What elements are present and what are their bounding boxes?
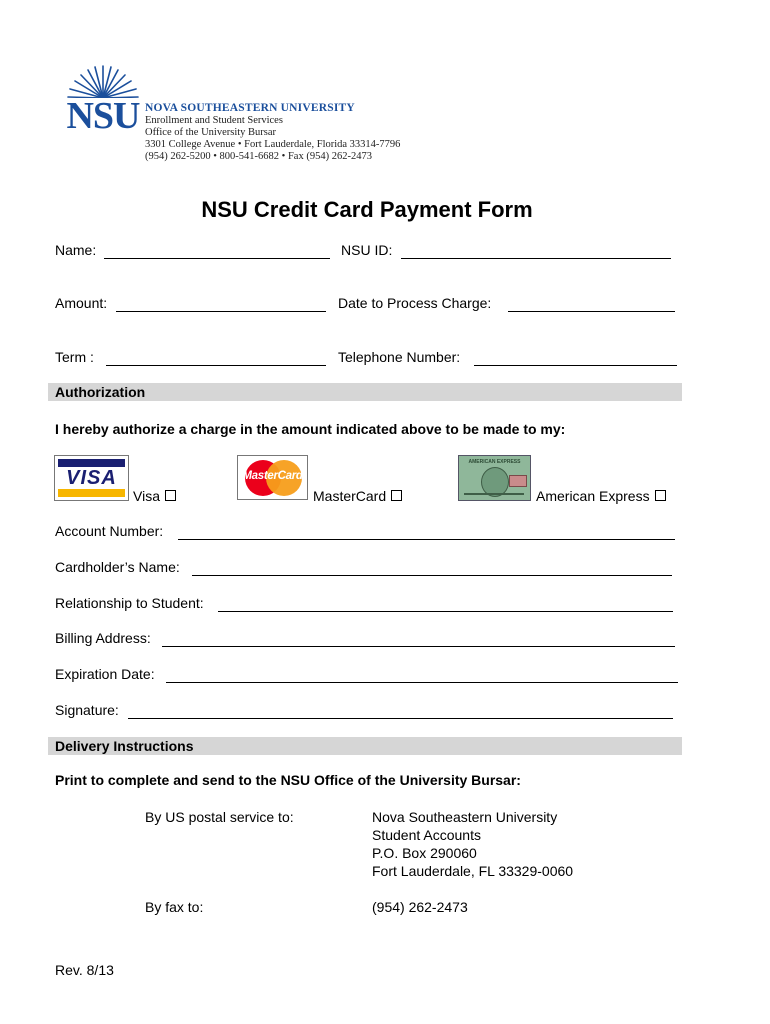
expiration-date-label: Expiration Date:: [55, 666, 155, 682]
name-field[interactable]: [104, 258, 330, 259]
cardholder-name-label: Cardholder’s Name:: [55, 559, 180, 575]
page-title: NSU Credit Card Payment Form: [201, 197, 533, 222]
visa-label: Visa: [133, 488, 160, 504]
postal-address-line-2: Student Accounts: [372, 827, 481, 843]
term-label: Term :: [55, 349, 94, 365]
date-to-process-label: Date to Process Charge:: [338, 295, 492, 311]
postal-address-line-3: P.O. Box 290060: [372, 845, 477, 861]
amex-logo: [458, 455, 531, 501]
mastercard-logo-text: MasterCard: [242, 470, 303, 482]
visa-checkbox[interactable]: [165, 490, 176, 501]
authorization-statement: I hereby authorize a charge in the amount indicated above to be made to my:: [55, 421, 566, 437]
visa-option[interactable]: [133, 488, 176, 504]
relationship-field[interactable]: [218, 611, 673, 612]
header-line-2: Office of the University Bursar: [145, 127, 277, 138]
delivery-statement: Print to complete and send to the NSU Office of the University Bursar:: [55, 772, 521, 788]
signature-label: Signature:: [55, 702, 119, 718]
nsu-id-field[interactable]: [401, 258, 671, 259]
fax-number: (954) 262-2473: [372, 899, 468, 915]
amex-checkbox[interactable]: [655, 490, 666, 501]
visa-logo-text: VISA: [66, 467, 117, 489]
date-to-process-field[interactable]: [508, 311, 675, 312]
mastercard-checkbox[interactable]: [391, 490, 402, 501]
telephone-field[interactable]: [474, 365, 677, 366]
header-line-1: Enrollment and Student Services: [145, 115, 283, 126]
billing-address-field[interactable]: [162, 646, 675, 647]
name-label: Name:: [55, 242, 97, 258]
cardholder-name-field[interactable]: [192, 575, 672, 576]
amex-label: American Express: [536, 488, 650, 504]
postal-label: By US postal service to:: [145, 809, 294, 825]
amount-label: Amount:: [55, 295, 108, 311]
delivery-heading: Delivery Instructions: [55, 738, 194, 754]
nsu-id-label: NSU ID:: [341, 242, 393, 258]
revision-note: Rev. 8/13: [55, 962, 114, 978]
postal-address-line-1: Nova Southeastern University: [372, 809, 558, 825]
university-name: NOVA SOUTHEASTERN UNIVERSITY: [145, 102, 355, 114]
mastercard-label: MasterCard: [313, 488, 387, 504]
header-line-4: (954) 262-5200 • 800-541-6682 • Fax (954) 262-2473: [145, 151, 372, 162]
term-field[interactable]: [106, 365, 326, 366]
account-number-label: Account Number:: [55, 523, 164, 539]
billing-address-label: Billing Address:: [55, 630, 151, 646]
fax-label: By fax to:: [145, 899, 204, 915]
nsu-logo: [62, 64, 144, 136]
account-number-field[interactable]: [178, 539, 675, 540]
amount-field[interactable]: [116, 311, 326, 312]
mastercard-option[interactable]: [313, 488, 402, 504]
relationship-label: Relationship to Student:: [55, 595, 204, 611]
amex-option[interactable]: [536, 488, 666, 504]
signature-field[interactable]: [128, 718, 673, 719]
amex-logo-text: AMERICAN EXPRESS: [468, 459, 521, 465]
header-line-3: 3301 College Avenue • Fort Lauderdale, Florida 33314-7796: [145, 139, 401, 150]
mastercard-logo: [237, 455, 308, 500]
telephone-label: Telephone Number:: [338, 349, 461, 365]
logo-text: NSU: [66, 95, 140, 137]
expiration-date-field[interactable]: [166, 682, 678, 683]
authorization-heading: Authorization: [55, 384, 146, 400]
visa-logo: [54, 455, 129, 501]
postal-address-line-4: Fort Lauderdale, FL 33329-0060: [372, 863, 574, 879]
